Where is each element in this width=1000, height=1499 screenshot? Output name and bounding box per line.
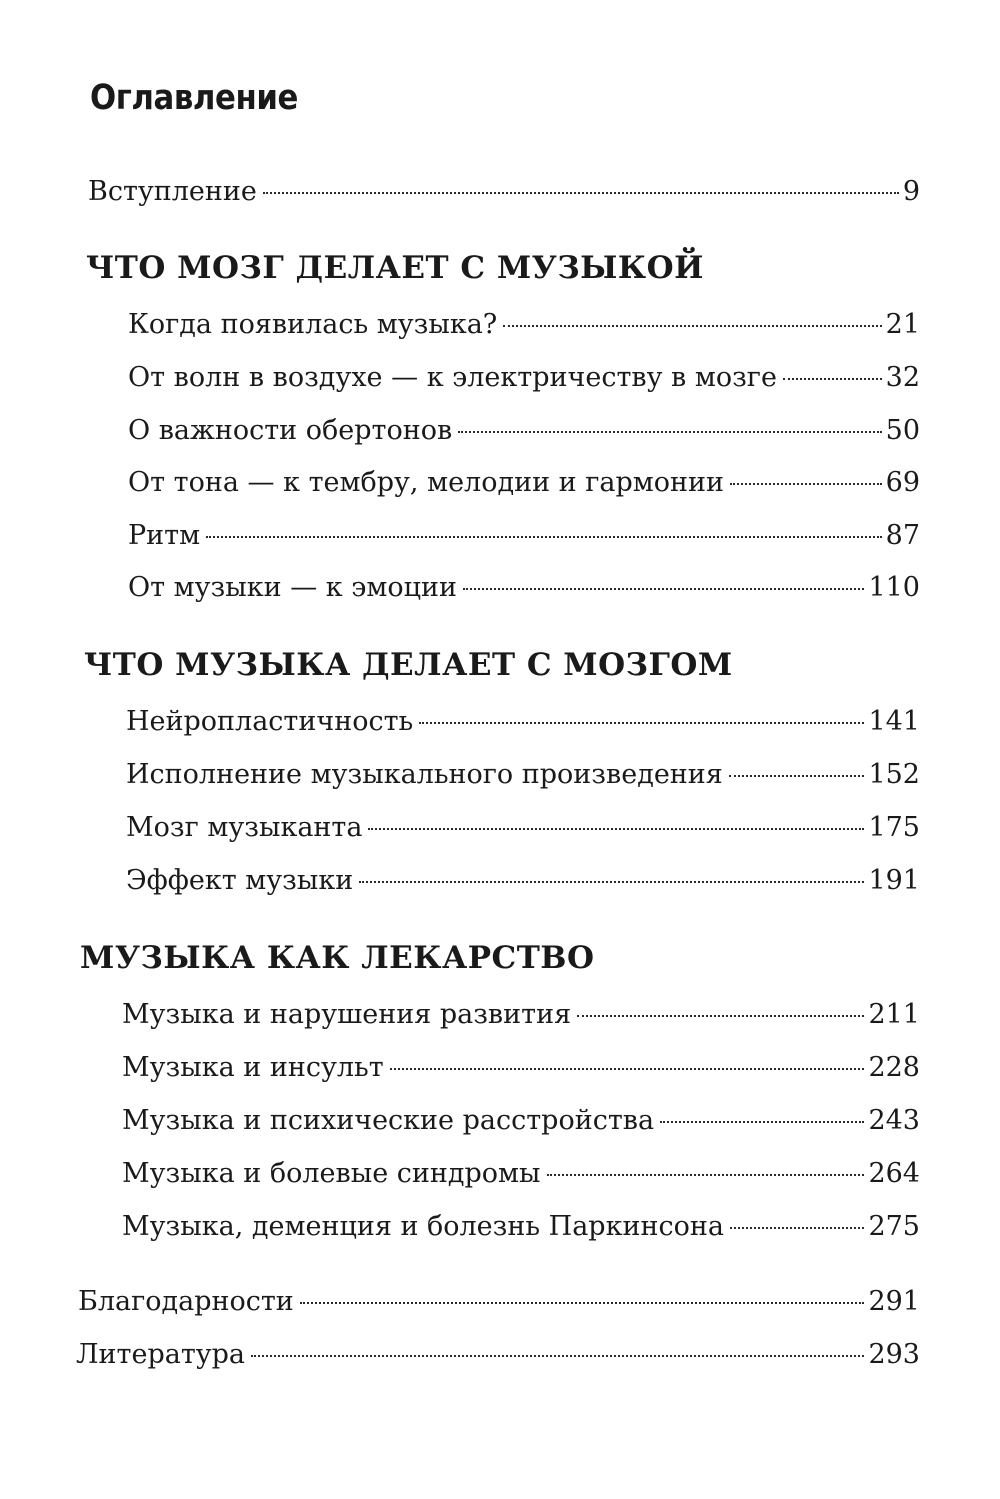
- entry-label: О важности обертонов: [128, 415, 453, 446]
- entry-page-number: 275: [868, 1211, 920, 1242]
- entry-label: От тона — к тембру, мелодии и гармонии: [128, 467, 725, 498]
- dot-leader: [419, 722, 864, 724]
- entry-page-number: 243: [868, 1105, 920, 1136]
- dot-leader: [300, 1302, 865, 1304]
- entry-label: Нейропластичность: [126, 706, 414, 737]
- dot-leader: [463, 588, 864, 590]
- toc-entry-bibliography[interactable]: [76, 1335, 920, 1375]
- dot-leader: [729, 775, 865, 777]
- toc-entry[interactable]: [122, 1207, 920, 1247]
- entry-label: От волн в воздухе — к электричеству в мозге: [128, 362, 777, 393]
- toc-entry[interactable]: [128, 411, 920, 451]
- entry-label: Музыка и инсульт: [122, 1052, 384, 1083]
- toc-entry[interactable]: [122, 1154, 920, 1194]
- entry-page-number: 50: [885, 415, 920, 446]
- entry-label: Эффект музыки: [126, 865, 354, 896]
- entry-page-number: 228: [868, 1052, 920, 1083]
- toc-entry[interactable]: [122, 1048, 920, 1088]
- toc-title: Оглавление: [90, 78, 298, 118]
- entry-page-number: 69: [885, 467, 920, 498]
- dot-leader: [503, 325, 881, 327]
- dot-leader: [458, 431, 881, 433]
- dot-leader: [577, 1015, 864, 1017]
- toc-entry-intro[interactable]: [88, 172, 920, 212]
- entry-page-number: 211: [868, 999, 920, 1030]
- entry-page-number: 32: [885, 362, 920, 393]
- entry-page-number: 141: [868, 706, 920, 737]
- entry-label: Когда появилась музыка?: [128, 309, 498, 340]
- part-heading: МУЗЫКА КАК ЛЕКАРСТВО: [80, 940, 595, 976]
- toc-entry[interactable]: [122, 1101, 920, 1141]
- toc-entry[interactable]: [126, 861, 920, 901]
- toc-entry[interactable]: [128, 463, 920, 503]
- entry-label: Вступление: [88, 176, 257, 207]
- toc-entry[interactable]: [128, 305, 920, 345]
- entry-page-number: 87: [885, 520, 920, 551]
- entry-page-number: 21: [885, 309, 920, 340]
- dot-leader: [730, 1227, 865, 1229]
- part-heading: ЧТО МОЗГ ДЕЛАЕТ С МУЗЫКОЙ: [86, 250, 704, 286]
- entry-label: Исполнение музыкального произведения: [126, 759, 723, 790]
- toc-entry[interactable]: [126, 702, 920, 742]
- dot-leader: [730, 483, 882, 485]
- entry-page-number: 152: [868, 759, 920, 790]
- entry-page-number: 9: [902, 176, 920, 207]
- entry-page-number: 110: [868, 572, 920, 603]
- entry-label: Литература: [76, 1339, 246, 1370]
- dot-leader: [390, 1068, 865, 1070]
- dot-leader: [263, 192, 899, 194]
- toc-entry[interactable]: [126, 755, 920, 795]
- dot-leader: [251, 1355, 864, 1357]
- toc-entry-acknowledgements[interactable]: [78, 1282, 920, 1322]
- entry-label: Музыка и психические расстройства: [122, 1105, 655, 1136]
- entry-page-number: 291: [868, 1286, 920, 1317]
- entry-label: Музыка и нарушения развития: [122, 999, 572, 1030]
- entry-label: Мозг музыканта: [126, 812, 363, 843]
- entry-label: Музыка и болевые синдромы: [122, 1158, 541, 1189]
- entry-page-number: 175: [868, 812, 920, 843]
- entry-label: Ритм: [128, 520, 201, 551]
- entry-label: Музыка, деменция и болезнь Паркинсона: [122, 1211, 724, 1242]
- entry-page-number: 293: [868, 1339, 920, 1370]
- dot-leader: [547, 1174, 865, 1176]
- dot-leader: [660, 1121, 864, 1123]
- entry-label: От музыки — к эмоции: [128, 572, 457, 603]
- toc-entry[interactable]: [128, 568, 920, 608]
- toc-entry[interactable]: [128, 516, 920, 556]
- dot-leader: [783, 378, 882, 380]
- toc-entry[interactable]: [122, 995, 920, 1035]
- part-heading: ЧТО МУЗЫКА ДЕЛАЕТ С МОЗГОМ: [84, 647, 733, 683]
- entry-page-number: 191: [868, 865, 920, 896]
- dot-leader: [206, 536, 882, 538]
- entry-page-number: 264: [868, 1158, 920, 1189]
- toc-entry[interactable]: [126, 808, 920, 848]
- dot-leader: [368, 828, 864, 830]
- dot-leader: [359, 881, 864, 883]
- toc-entry[interactable]: [128, 358, 920, 398]
- entry-label: Благодарности: [78, 1286, 294, 1317]
